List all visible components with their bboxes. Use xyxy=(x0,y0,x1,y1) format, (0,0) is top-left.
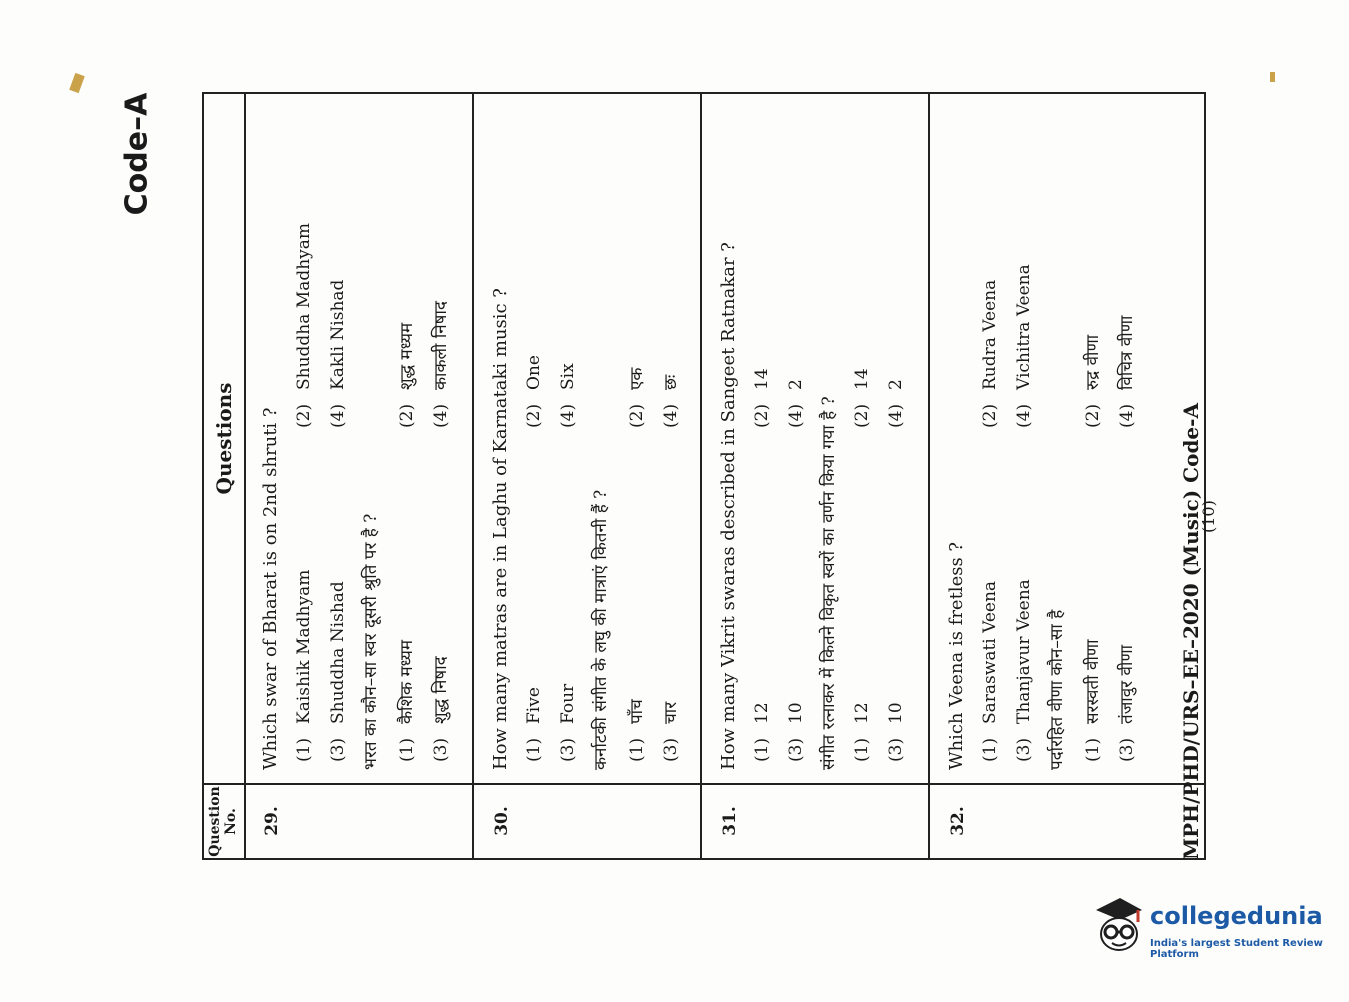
option-3-hi: (3)शुद्ध निषाद xyxy=(431,656,451,762)
code-label: Code–A xyxy=(119,92,155,216)
paper-code-footer: MPH/PHD/URS–EE–2020 (Music) Code-A xyxy=(1179,403,1203,860)
option-3: (3)Thanjavur Veena xyxy=(1014,579,1034,762)
option-3-hi: (3)तंजावुर वीणा xyxy=(1117,644,1137,762)
question-sheet xyxy=(175,80,1218,860)
option-4: (4)Kakli Nishad xyxy=(328,279,348,428)
option-1-hi: (1)पाँच xyxy=(627,699,647,762)
question-text-en: How many matras are in Laghu of Karnataki music ? xyxy=(490,288,511,770)
question-number: 30. xyxy=(492,806,512,836)
header-question-no: Question No. xyxy=(204,783,244,858)
option-3: (3)10 xyxy=(786,702,806,762)
scan-mark xyxy=(1270,72,1275,82)
scan-mark xyxy=(69,73,85,93)
option-2: (2)14 xyxy=(752,368,772,428)
option-4: (4)Vichitra Veena xyxy=(1014,264,1034,428)
question-number: 31. xyxy=(720,806,740,836)
option-1-hi: (1)कैशिक मध्यम xyxy=(397,639,417,762)
option-2-hi: (2)शुद्ध मध्यम xyxy=(397,322,417,428)
option-3-hi: (3)चार xyxy=(661,701,681,762)
brand-tagline: India's largest Student Review Platform xyxy=(1150,938,1323,960)
question-number: 29. xyxy=(262,806,282,836)
option-2: (2)Shuddha Madhyam xyxy=(294,222,314,428)
question-text-hi: संगीत रत्नाकर में कितने विकृत स्वरों का वर्णन किया गया है ? xyxy=(819,396,839,770)
option-3-hi: (3)10 xyxy=(886,702,906,762)
option-2: (2)Rudra Veena xyxy=(980,279,1000,428)
mascot-icon xyxy=(1092,896,1146,956)
brand-name: collegedunia xyxy=(1150,902,1323,930)
option-3: (3)Four xyxy=(558,683,578,762)
option-4-hi: (4)विचित्र वीणा xyxy=(1117,315,1137,428)
question-text-en: Which Veena is fretless ? xyxy=(946,541,967,770)
option-4-hi: (4)काकली निषाद xyxy=(431,301,451,428)
option-4-hi: (4)2 xyxy=(886,379,906,428)
option-4-hi: (4)छः xyxy=(661,374,681,428)
option-1: (1)Five xyxy=(524,687,544,762)
question-table xyxy=(202,92,1206,860)
option-1-hi: (1)12 xyxy=(852,702,872,762)
table-header xyxy=(204,94,246,858)
question-text-hi: पर्दारहित वीणा कौन–सा है xyxy=(1047,609,1067,770)
option-3: (3)Shuddha Nishad xyxy=(328,581,348,762)
collegedunia-watermark xyxy=(1092,896,1332,966)
option-4: (4)2 xyxy=(786,379,806,428)
question-number: 32. xyxy=(948,806,968,836)
page-number: (10) xyxy=(1199,500,1218,533)
option-1: (1)12 xyxy=(752,702,772,762)
question-text-hi: कर्नाटकी संगीत के लघु की मात्राएं कितनी हैं ? xyxy=(591,489,611,770)
option-4: (4)Six xyxy=(558,363,578,428)
question-29 xyxy=(244,94,472,858)
option-2-hi: (2)14 xyxy=(852,368,872,428)
question-text-en: Which swar of Bharat is on 2nd shruti ? xyxy=(260,407,281,770)
option-2: (2)One xyxy=(524,355,544,428)
option-2-hi: (2)रुद्र वीणा xyxy=(1083,334,1103,428)
question-text-en: How many Vikrit swaras described in Sangeet Ratnakar ? xyxy=(718,242,739,770)
option-1-hi: (1)सरस्वती वीणा xyxy=(1083,639,1103,762)
header-questions: Questions xyxy=(212,382,236,495)
option-1: (1)Saraswati Veena xyxy=(980,580,1000,762)
question-30 xyxy=(474,94,700,858)
question-text-hi: भरत का कौन–सा स्वर दूसरी श्रुति पर है ? xyxy=(361,513,381,770)
option-2-hi: (2)एक xyxy=(627,367,647,428)
option-1: (1)Kaishik Madhyam xyxy=(294,569,314,762)
question-31 xyxy=(702,94,928,858)
question-32 xyxy=(930,94,1166,858)
